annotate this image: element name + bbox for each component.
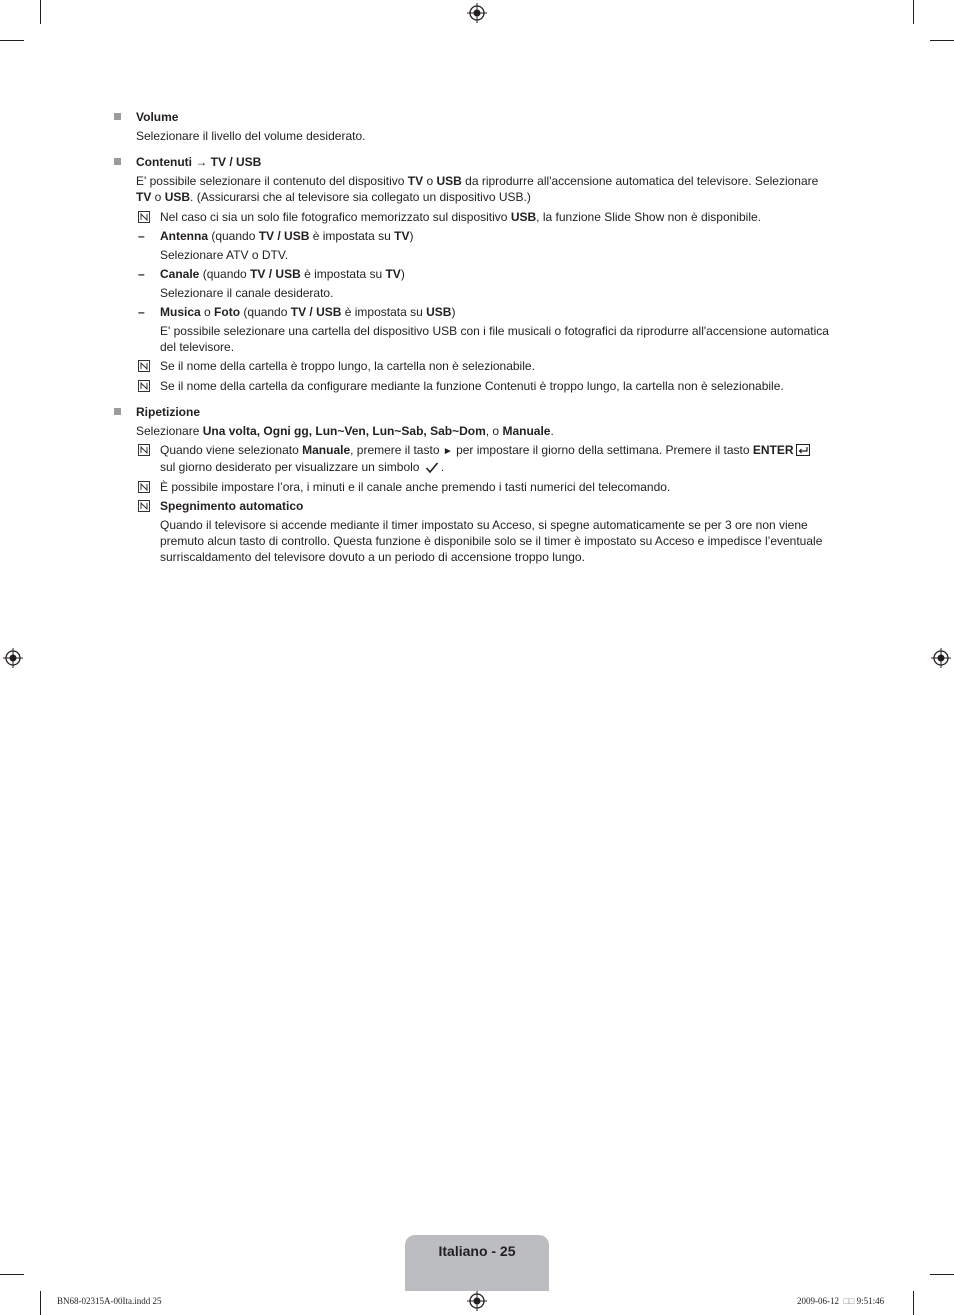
ripetizione-heading: Ripetizione [136, 405, 201, 419]
text-run: Manuale [502, 424, 551, 438]
crop-mark [913, 0, 914, 24]
canale-description: Selezionare il canale desiderato. [160, 286, 334, 300]
text-run: ENTER [752, 443, 794, 457]
text-run: USB [164, 190, 191, 204]
text-run: TV / USB [250, 267, 301, 281]
note-icon [138, 480, 150, 498]
note-icon [138, 210, 150, 228]
registration-mark-icon [467, 1291, 487, 1311]
text-run: per impostare il giorno della settimana. Premere il tasto [452, 443, 753, 457]
square-bullet-icon [114, 158, 121, 165]
contenuti-paragraph-line1 [136, 173, 818, 189]
musica-heading [160, 304, 455, 320]
ripetizione-note-1-line2 [160, 459, 444, 478]
crop-mark [40, 0, 41, 24]
text-run: o [200, 305, 215, 319]
note-icon [138, 379, 150, 397]
text-run: . [550, 424, 554, 438]
text-run: è impostata su [309, 229, 395, 243]
enter-icon [796, 444, 810, 460]
spegnimento-line1: Quando il televisore si accende mediante il timer impostato su Acceso, si spegne automaticamente se per 3 ore non viene [160, 518, 808, 532]
footer-file-info: BN68-02315A-00Ita.indd 25 [57, 1296, 162, 1306]
contenuti-note-2: Se il nome della cartella è troppo lungo, la cartella non è selezionabile. [160, 359, 535, 373]
text-run: Antenna [160, 229, 208, 243]
text-run: (quando [240, 305, 291, 319]
musica-description-line2: del televisore. [160, 340, 235, 354]
text-run: TV [394, 229, 410, 243]
antenna-heading [160, 228, 413, 244]
contenuti-note-1 [160, 209, 761, 225]
text-run: o [423, 174, 437, 188]
footer-glyphs: □□ [843, 1296, 855, 1306]
text-run: E' possibile selezionare il contenuto del dispositivo [136, 174, 408, 188]
contenuti-paragraph-line2 [136, 189, 531, 205]
text-run: Una volta, Ogni gg, Lun~Ven, Lun~Sab, Sab~Dom [202, 424, 486, 438]
volume-heading: Volume [136, 110, 179, 124]
text-run: . (Assicurarsi che al televisore sia collegato un dispositivo USB.) [190, 190, 531, 204]
musica-description-line1: E' possibile selezionare una cartella del dispositivo USB con i file musicali o fotografici da riprodurre all'accensione automatica [160, 324, 829, 338]
arrow-text: → [192, 155, 211, 169]
canale-heading [160, 266, 405, 282]
text-run: (quando [199, 267, 251, 281]
crop-mark [930, 1274, 954, 1275]
text-run: ) [451, 305, 456, 319]
crop-mark [0, 1274, 24, 1275]
text-run: USB [426, 305, 452, 319]
text-run: TV [136, 190, 152, 204]
ripetizione-note-2: È possibile impostare l’ora, i minuti e il canale anche premendo i tasti numerici del telecomando. [160, 480, 671, 494]
registration-mark-icon [931, 648, 951, 668]
text-run: sul giorno desiderato per visualizzare un simbolo [160, 460, 423, 474]
dash-bullet: – [138, 305, 145, 319]
text-run: , premere il tasto [350, 443, 443, 457]
registration-mark-icon [467, 3, 487, 23]
text-run: Musica [160, 305, 201, 319]
note-icon [138, 443, 150, 461]
text-run: TV / USB [290, 305, 342, 319]
text-run: Manuale [302, 443, 351, 457]
volume-description: Selezionare il livello del volume desiderato. [136, 129, 366, 143]
text-run: ) [400, 267, 405, 281]
text-run: (quando [208, 229, 259, 243]
dash-bullet: – [138, 229, 145, 243]
text-run: TV [407, 174, 424, 188]
text-run: TV / USB [258, 229, 310, 243]
contenuti-note-3: Se il nome della cartella da configurare mediante la funzione Contenuti è troppo lungo, la cartella non è selezionabile. [160, 379, 784, 393]
text-run: Selezionare [136, 424, 203, 438]
contenuti-heading [136, 154, 261, 170]
spegnimento-heading: Spegnimento automatico [160, 499, 304, 513]
text-run: è impostata su [300, 267, 386, 281]
spegnimento-line3: surriscaldamento del televisore dovuto a un periodo di accensione troppo lungo. [160, 550, 585, 564]
right-arrow-icon: ► [442, 446, 453, 457]
square-bullet-icon [114, 408, 121, 415]
note-icon [138, 499, 150, 517]
check-mark-icon [425, 461, 439, 478]
page-number: Italiano - 25 [438, 1243, 516, 1259]
text-run: Foto [214, 305, 241, 319]
ripetizione-note-1-line1 [160, 442, 810, 460]
text-run: , o [485, 424, 503, 438]
antenna-description: Selezionare ATV o DTV. [160, 248, 289, 262]
text-run: o [151, 190, 165, 204]
crop-mark [930, 40, 954, 41]
square-bullet-icon [114, 113, 121, 120]
text-run: USB [510, 210, 537, 224]
footer-date-text: 2009-06-12 [797, 1296, 839, 1306]
text-run: , la funzione Slide Show non è disponibile. [536, 210, 761, 224]
contenuti-title: Contenuti [136, 155, 192, 169]
dash-bullet: – [138, 267, 145, 281]
text-run: USB [436, 174, 462, 188]
spegnimento-line2: premuto alcun tasto di controllo. Questa funzione è disponibile solo se il timer è impostato su Acceso e impedisce l’eventuale [160, 534, 823, 548]
text-run: . [440, 460, 445, 474]
crop-mark [40, 1291, 41, 1315]
text-run: TV [385, 267, 401, 281]
crop-mark [913, 1291, 914, 1315]
ripetizione-paragraph [136, 423, 554, 439]
crop-mark [0, 40, 24, 41]
registration-mark-icon [3, 648, 23, 668]
text-run: Quando viene selezionato [160, 443, 303, 457]
text-run: Nel caso ci sia un solo file fotografico memorizzato sul dispositivo [160, 210, 511, 224]
contenuti-subtitle: TV / USB [210, 155, 262, 169]
footer-time: 9:51:46 [856, 1296, 885, 1306]
text-run: Canale [160, 267, 200, 281]
text-run: ) [409, 229, 414, 243]
text-run: da riprodurre all'accensione automatica del televisore. Selezionare [461, 174, 819, 188]
note-icon [138, 359, 150, 377]
text-run: è impostata su [341, 305, 427, 319]
footer-date [797, 1296, 884, 1307]
